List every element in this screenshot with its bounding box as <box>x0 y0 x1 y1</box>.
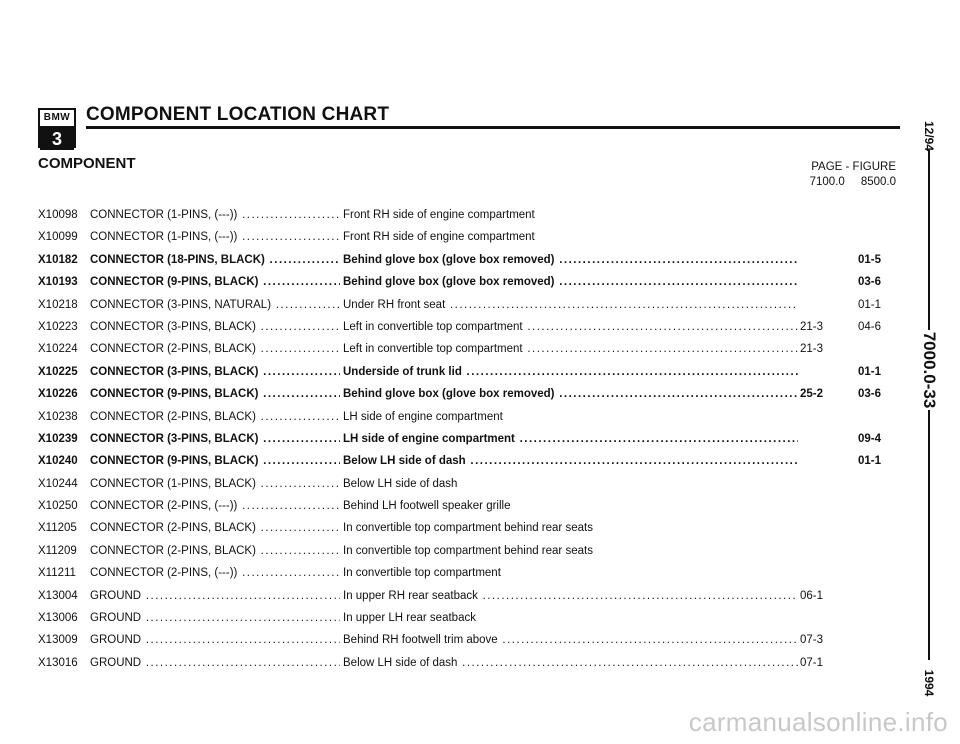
component-location: Behind glove box (glove box removed) ..... <box>343 271 798 293</box>
table-row <box>38 249 898 271</box>
component-id: X11205 <box>38 522 77 535</box>
component-id: X10239 <box>38 432 78 445</box>
side-tab <box>914 108 944 698</box>
component-name: GROUND ..... <box>90 607 340 629</box>
component-id: X10182 <box>38 253 78 266</box>
figure-reference-8500: 01-1 <box>858 365 882 378</box>
side-rule <box>928 410 930 660</box>
component-name: GROUND ..... <box>90 629 340 651</box>
component-location: Behind glove box (glove box removed) ..... <box>343 249 798 271</box>
component-id: X13009 <box>38 634 78 647</box>
component-id: X10225 <box>38 365 78 378</box>
component-id: X10218 <box>38 298 78 311</box>
figure-column-heading: 8500.0 <box>860 176 896 188</box>
component-id: X10244 <box>38 477 78 490</box>
component-location: Left in convertible top compartment ..... <box>343 316 798 338</box>
component-location: LH side of engine compartment ..... <box>343 428 798 450</box>
figure-reference-8500: 01-1 <box>858 298 882 311</box>
table-row <box>38 473 898 495</box>
table-row <box>38 517 898 539</box>
component-name: CONNECTOR (2-PINS, BLACK) ..... <box>90 338 340 360</box>
table-row <box>38 383 898 405</box>
component-name: CONNECTOR (9-PINS, BLACK) ..... <box>90 450 340 472</box>
bmw-3-series-logo <box>38 108 76 148</box>
figure-reference-8500: 01-1 <box>858 455 882 468</box>
page-reference-7100: 07-3 <box>800 634 824 647</box>
figure-reference-8500: 03-6 <box>858 388 882 401</box>
component-name: CONNECTOR (3-PINS, BLACK) ..... <box>90 361 340 383</box>
page-reference-7100: 25-2 <box>800 388 824 401</box>
component-name: CONNECTOR (2-PINS, BLACK) ..... <box>90 517 340 539</box>
table-row <box>38 652 898 674</box>
component-name: CONNECTOR (9-PINS, BLACK) ..... <box>90 383 340 405</box>
component-name: CONNECTOR (1-PINS, (---)) ..... <box>90 226 340 248</box>
component-table <box>38 204 898 674</box>
table-row <box>38 226 898 248</box>
component-heading: COMPONENT <box>38 155 136 172</box>
table-row <box>38 629 898 651</box>
component-location: LH side of engine compartment <box>343 410 503 423</box>
figure-reference-8500: 03-6 <box>858 276 882 289</box>
component-name: CONNECTOR (3-PINS, BLACK) ..... <box>90 428 340 450</box>
component-id: X11211 <box>38 567 76 580</box>
component-location: In upper RH rear seatback ..... <box>343 585 798 607</box>
side-rule <box>928 150 930 330</box>
logo-brand: BMW <box>40 110 74 128</box>
table-row <box>38 294 898 316</box>
side-year: 1994 <box>922 669 936 697</box>
table-row <box>38 607 898 629</box>
table-row <box>38 450 898 472</box>
table-row <box>38 204 898 226</box>
component-id: X10193 <box>38 276 78 289</box>
component-location: Underside of trunk lid ..... <box>343 361 798 383</box>
component-name: CONNECTOR (3-PINS, NATURAL) ..... <box>90 294 340 316</box>
component-location: Front RH side of engine compartment <box>343 231 535 244</box>
page-reference-7100: 07-1 <box>800 656 824 669</box>
component-location: Behind LH footwell speaker grille <box>343 500 511 513</box>
component-id: X10224 <box>38 343 78 356</box>
component-name: CONNECTOR (2-PINS, (---)) ..... <box>90 562 340 584</box>
table-row <box>38 495 898 517</box>
figure-reference-8500: 09-4 <box>858 432 882 445</box>
component-id: X11209 <box>38 544 77 557</box>
component-id: X10226 <box>38 388 78 401</box>
page-figure-label: PAGE - FIGURE <box>811 161 896 173</box>
component-name: CONNECTOR (2-PINS, (---)) ..... <box>90 495 340 517</box>
page-reference-7100: 06-1 <box>800 589 824 602</box>
component-location: Behind RH footwell trim above ..... <box>343 629 798 651</box>
component-id: X13006 <box>38 612 78 625</box>
component-location: Below LH side of dash ..... <box>343 450 798 472</box>
logo-series: 3 <box>40 128 74 150</box>
component-location: Front RH side of engine compartment <box>343 209 535 221</box>
component-name: CONNECTOR (2-PINS, BLACK) ..... <box>90 406 340 428</box>
component-name: CONNECTOR (1-PINS, (---)) ..... <box>90 204 340 226</box>
page-reference-7100: 21-3 <box>800 320 824 333</box>
side-section-number: 7000.0-33 <box>920 331 939 409</box>
component-id: X10223 <box>38 320 78 333</box>
component-name: CONNECTOR (1-PINS, BLACK) ..... <box>90 473 340 495</box>
component-name: CONNECTOR (9-PINS, BLACK) ..... <box>90 271 340 293</box>
table-row <box>38 428 898 450</box>
component-id: X13016 <box>38 656 78 669</box>
table-row <box>38 338 898 360</box>
component-name: CONNECTOR (3-PINS, BLACK) ..... <box>90 316 340 338</box>
table-row <box>38 271 898 293</box>
component-location: Below LH side of dash <box>343 477 458 490</box>
page-title: COMPONENT LOCATION CHART <box>86 104 390 125</box>
component-id: X10098 <box>38 209 78 221</box>
component-name: GROUND ..... <box>90 585 340 607</box>
component-id: X10240 <box>38 455 78 468</box>
table-row <box>38 562 898 584</box>
component-location: In convertible top compartment behind rear seats <box>343 544 593 557</box>
component-location: Below LH side of dash ..... <box>343 652 798 674</box>
component-location: In convertible top compartment <box>343 567 501 580</box>
component-location: In convertible top compartment behind rear seats <box>343 522 593 535</box>
side-date: 12/94 <box>922 120 936 152</box>
figure-reference-8500: 01-5 <box>858 253 882 266</box>
component-name: CONNECTOR (2-PINS, BLACK) ..... <box>90 540 340 562</box>
table-row <box>38 585 898 607</box>
component-location: Behind glove box (glove box removed) ..... <box>343 383 798 405</box>
title-rule <box>86 126 900 129</box>
table-row <box>38 540 898 562</box>
component-location: Under RH front seat ..... <box>343 294 798 316</box>
component-location: In upper LH rear seatback <box>343 612 476 625</box>
table-row <box>38 316 898 338</box>
page-reference-7100: 21-3 <box>800 343 824 356</box>
component-name: CONNECTOR (18-PINS, BLACK) ..... <box>90 249 340 271</box>
component-location: Left in convertible top compartment ..... <box>343 338 798 360</box>
component-name: GROUND ..... <box>90 652 340 674</box>
component-id: X10099 <box>38 231 78 244</box>
table-row <box>38 406 898 428</box>
watermark: carmanualsonline.info <box>688 707 948 737</box>
page-figure-heading <box>790 160 896 190</box>
component-id: X10250 <box>38 500 78 513</box>
table-row <box>38 361 898 383</box>
component-id: X10238 <box>38 410 78 423</box>
figure-reference-8500: 04-6 <box>858 320 882 333</box>
component-id: X13004 <box>38 589 78 602</box>
page-column-heading: 7100.0 <box>809 176 845 188</box>
